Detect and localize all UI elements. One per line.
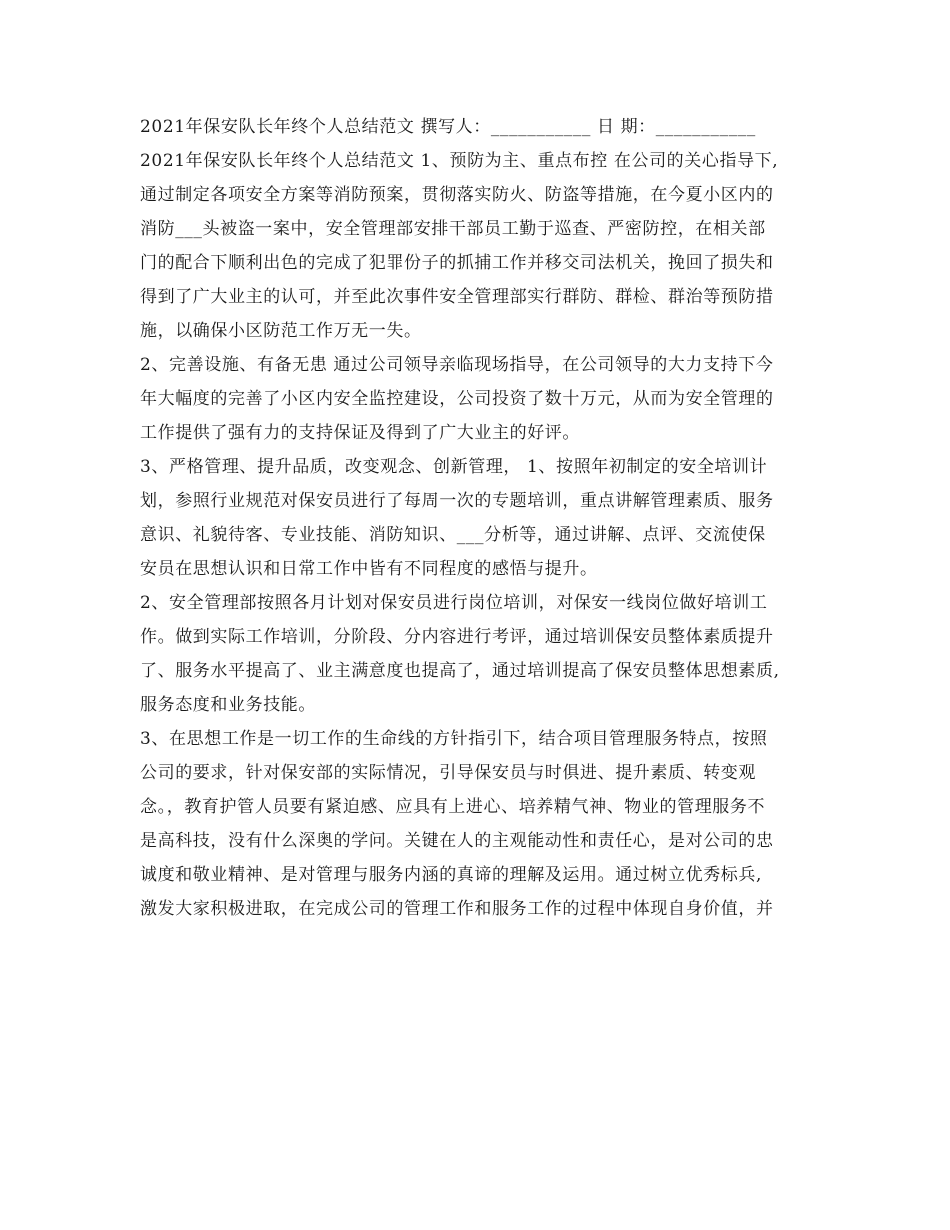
text-line: 公司的要求，针对保安部的实际情况，引导保安员与时俱进、提升素质、转变观 (140, 763, 756, 783)
text-line: 2021年保安队长年终个人总结范文 1、预防为主、重点布控 在公司的关心指导下, (140, 151, 779, 171)
text-line: 2、完善设施、有备无患 通过公司领导亲临现场指导，在公司领导的大力支持下今 (140, 355, 774, 375)
text-line: 工作提供了强有力的支持保证及得到了广大业主的好评。 (140, 423, 580, 443)
text-line: 安员在思想认识和日常工作中皆有不同程度的感悟与提升。 (140, 559, 598, 579)
text-line: 通过制定各项安全方案等消防预案，贯彻落实防火、防盗等措施，在今夏小区内的 (140, 185, 774, 205)
text-line: 了、服务水平提高了、业主满意度也提高了，通过培训提高了保安员整体思想素质, (140, 661, 780, 681)
text-line: 意识、礼貌待客、专业技能、消防知识、___分析等，通过讲解、点评、交流使保 (140, 525, 766, 545)
text-line: 消防___头被盗一案中，安全管理部安排干部员工勤于巡查、严密防控，在相关部 (140, 219, 766, 239)
text-line: 诚度和敬业精神、是对管理与服务内涵的真谛的理解及运用。通过树立优秀标兵, (140, 865, 763, 885)
text-line: 施，以确保小区防范工作万无一失。 (140, 321, 422, 341)
text-line: 年大幅度的完善了小区内安全监控建设，公司投资了数十万元，从而为安全管理的 (140, 389, 774, 409)
title-line: 2021年保安队长年终个人总结范文 撰写人：___________ 日 期：___________ (140, 117, 756, 137)
text-line: 2、安全管理部按照各月计划对保安员进行岗位培训，对保安一线岗位做好培训工 (140, 593, 768, 613)
text-line: 划，参照行业规范对保安员进行了每周一次的专题培训，重点讲解管理素质、服务 (140, 491, 774, 511)
text-line: 作。做到实际工作培训，分阶段、分内容进行考评，通过培训保安员整体素质提升 (140, 627, 774, 647)
text-line: 3、在思想工作是一切工作的生命线的方针指引下，结合项目管理服务特点，按照 (140, 729, 768, 749)
text-line: 念。，教育护管人员要有紧迫感、应具有上进心、培养精气神、物业的管理服务不 (140, 797, 766, 817)
document-body (140, 110, 830, 926)
text-line: 服务态度和业务技能。 (140, 695, 316, 715)
text-line: 激发大家积极进取，在完成公司的管理工作和服务工作的过程中体现自身价值，并 (140, 899, 774, 919)
text-line: 3、严格管理、提升品质，改变观念、创新管理， 1、按照年初制定的安全培训计 (140, 457, 768, 477)
text-line: 门的配合下顺利出色的完成了犯罪份子的抓捕工作并移交司法机关，挽回了损失和 (140, 253, 774, 273)
text-line: 得到了广大业主的认可，并至此次事件安全管理部实行群防、群检、群治等预防措 (140, 287, 774, 307)
text-line: 是高科技，没有什么深奥的学问。关键在人的主观能动性和责任心，是对公司的忠 (140, 831, 774, 851)
